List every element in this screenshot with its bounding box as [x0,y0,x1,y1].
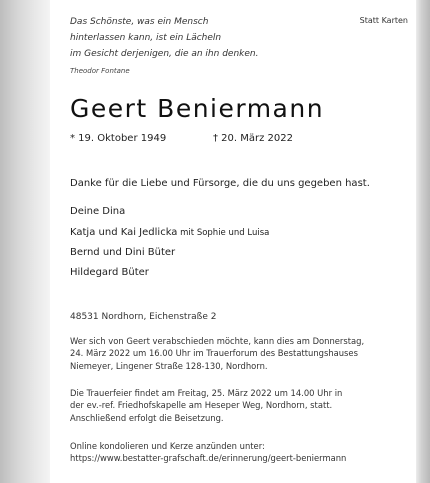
thanks-line: Danke für die Liebe und Fürsorge, die du uns gegeben hast. [70,178,370,189]
paragraph-line: 24. März 2022 um 16.00 Uhr im Trauerforum des Bestattungshauses [70,348,358,359]
quote-line: Das Schönste, was ein Mensch [70,17,209,27]
quote-author: Theodor Fontane [70,67,130,75]
condolence-url[interactable]: https://www.bestatter-grafschaft.de/erinnerung/geert-beniermann [70,453,347,464]
page-edge-right [416,0,430,483]
address: 48531 Nordhorn, Eichenstraße 2 [70,312,217,322]
family-member-name: Katja und Kai Jedlicka [70,227,178,238]
family-member [70,267,149,278]
online-condolence-paragraph [70,440,346,465]
notice-content [62,0,416,483]
funeral-paragraph [70,387,342,424]
quote-line: hinterlassen kann, ist ein Lächeln [70,33,222,43]
quote-line: im Gesicht derjenigen, die an ihn denken. [70,49,259,59]
family-member [70,206,125,217]
family-member [70,227,269,238]
paragraph-line: Wer sich von Geert verabschieden möchte, kann dies am Donnerstag, [70,336,365,346]
deceased-name: Geert Beniermann [70,94,325,123]
birth-date: * 19. Oktober 1949 [70,133,167,144]
family-member [70,247,175,258]
family-member-name: Deine Dina [70,206,126,217]
paragraph-line: Online kondolieren und Kerze anzünden unter: [70,441,265,451]
paragraph-line: Die Trauerfeier findet am Freitag, 25. März 2022 um 14.00 Uhr in [70,388,343,398]
quote [70,14,258,62]
page-edge-left [0,0,50,483]
death-date: † 20. März 2022 [213,133,294,144]
family-member-name: Hildegard Büter [70,267,149,278]
family-member-extra: mit Sophie und Luisa [177,228,270,238]
family-member-name: Bernd und Dini Büter [70,247,176,258]
viewing-paragraph [70,335,364,372]
statt-karten-label: Statt Karten [359,16,408,25]
paragraph-line: der ev.-ref. Friedhofskapelle am Heseper Weg, Nordhorn, statt. [70,400,333,411]
paragraph-line: Anschließend erfolgt die Beisetzung. [70,412,224,423]
paragraph-line: Niemeyer, Lingener Straße 128-130, Nordhorn. [70,360,268,371]
